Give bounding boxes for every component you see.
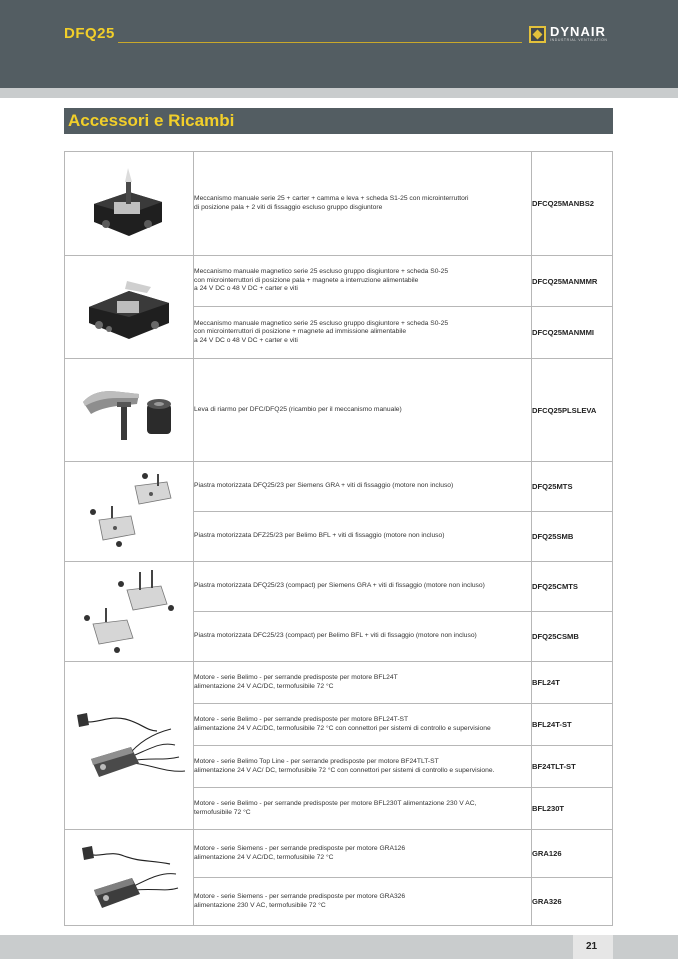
description-line: alimentazione 24 V AC/DC, termofusibile 72 °C bbox=[194, 853, 334, 861]
lever-image bbox=[77, 374, 181, 446]
belimo-motor-image bbox=[67, 701, 191, 791]
table-row bbox=[65, 662, 613, 704]
description-line: alimentazione 24 V AC/DC, termofusibile 72 °C bbox=[194, 682, 334, 690]
product-code: DFQ25CSMB bbox=[532, 612, 613, 662]
description-line: Motore - serie Belimo - per serrande predisposte per motore BFL24T bbox=[194, 673, 398, 681]
product-description bbox=[194, 704, 532, 746]
table-row bbox=[65, 562, 613, 612]
product-code: DFQ25SMB bbox=[532, 512, 613, 562]
description-line: Meccanismo manuale magnetico serie 25 escluso gruppo disgiuntore + scheda S0-25 bbox=[194, 268, 449, 276]
header-divider bbox=[118, 42, 522, 43]
product-code: DFCQ25MANMMR bbox=[532, 256, 613, 307]
header-strip bbox=[0, 88, 678, 98]
product-code: DFCQ25PLSLEVA bbox=[532, 359, 613, 462]
product-code: DFCQ25MANBS2 bbox=[532, 152, 613, 256]
compact-motor-plate-image bbox=[77, 568, 181, 656]
description-line: Piastra motorizzata DFQ25/23 per Siemens GRA + viti di fissaggio (motore non incluso) bbox=[194, 482, 454, 490]
product-description bbox=[194, 662, 532, 704]
product-image-cell bbox=[65, 462, 194, 562]
table-row bbox=[65, 359, 613, 462]
product-image-cell bbox=[65, 359, 194, 462]
product-description bbox=[194, 256, 532, 307]
manual-mechanism-image bbox=[84, 164, 174, 244]
product-description bbox=[194, 746, 532, 788]
accessories-table bbox=[64, 151, 613, 926]
description-line: di posizione pala + 2 viti di fissaggio escluso gruppo disgiuntore bbox=[194, 203, 383, 211]
product-description bbox=[194, 562, 532, 612]
description-line: Piastra motorizzata DFQ25/23 (compact) per Siemens GRA + viti di fissaggio (motore non incluso) bbox=[194, 582, 485, 590]
description-line: Motore - serie Siemens - per serrande predisposte per motore GRA326 bbox=[194, 892, 406, 900]
description-line: alimentazione 24 V AC/ DC, termofusibile 72 °C con connettori per sistemi di controllo e supervisione. bbox=[194, 766, 495, 774]
logo-mark-icon bbox=[529, 26, 546, 43]
description-line: alimentazione 230 V AC, termofusibile 72 °C bbox=[194, 901, 326, 909]
section-title: Accessori e Ricambi bbox=[68, 111, 235, 130]
brand-logo bbox=[529, 24, 608, 44]
product-image-cell bbox=[65, 830, 194, 926]
series-title: DFQ25 bbox=[64, 25, 115, 42]
description-line: con microinterruttori di posizione pala + magnete a interruzione alimentabile bbox=[194, 276, 419, 284]
section-header bbox=[64, 108, 613, 134]
table-row bbox=[65, 830, 613, 878]
description-line: Leva di riarmo per DFC/DFQ25 (ricambio per il meccanismo manuale) bbox=[194, 405, 402, 413]
product-description bbox=[194, 788, 532, 830]
product-code: GRA126 bbox=[532, 830, 613, 878]
description-line: alimentazione 24 V AC/DC, termofusibile 72 °C con connettori per sistemi di controllo e supervisione bbox=[194, 724, 491, 732]
table-row bbox=[65, 256, 613, 307]
product-code: GRA326 bbox=[532, 878, 613, 926]
description-line: con microinterruttori di posizione + magnete ad immissione alimentabile bbox=[194, 328, 407, 336]
description-line: Meccanismo manuale serie 25 + carter + camma e leva + scheda S1-25 con microinterruttori bbox=[194, 194, 469, 202]
product-description bbox=[194, 878, 532, 926]
product-description bbox=[194, 307, 532, 359]
product-code: DFQ25CMTS bbox=[532, 562, 613, 612]
product-description bbox=[194, 152, 532, 256]
product-image-cell bbox=[65, 662, 194, 830]
siemens-motor-image bbox=[74, 838, 184, 918]
product-code: DFQ25MTS bbox=[532, 462, 613, 512]
product-description bbox=[194, 359, 532, 462]
page-number: 21 bbox=[586, 941, 598, 952]
motor-plate-image bbox=[79, 468, 179, 556]
description-line: a 24 V DC o 48 V DC + carter e viti bbox=[194, 285, 298, 293]
product-code: BFL230T bbox=[532, 788, 613, 830]
header-bar bbox=[0, 0, 678, 88]
product-description bbox=[194, 830, 532, 878]
table-row bbox=[65, 462, 613, 512]
description-line: Piastra motorizzata DFC25/23 (compact) per Belimo BFL + viti di fissaggio (motore non incluso) bbox=[194, 632, 477, 640]
description-line: Motore - serie Siemens - per serrande predisposte per motore GRA126 bbox=[194, 844, 406, 852]
description-line: termofusibile 72 °C bbox=[194, 808, 251, 816]
description-line: Motore - serie Belimo - per serrande predisposte per motore BFL24T-ST bbox=[194, 715, 409, 723]
product-code: BFL24T bbox=[532, 662, 613, 704]
product-image-cell bbox=[65, 256, 194, 359]
table-row bbox=[65, 152, 613, 256]
product-description bbox=[194, 612, 532, 662]
product-image-cell bbox=[65, 562, 194, 662]
description-line: Motore - serie Belimo - per serrande predisposte per motore BFL230T alimentazione 230 V AC, bbox=[194, 799, 477, 807]
brand-name: DYNAIR bbox=[550, 24, 606, 40]
product-code: BFL24T-ST bbox=[532, 704, 613, 746]
product-description bbox=[194, 462, 532, 512]
product-description bbox=[194, 512, 532, 562]
product-code: DFCQ25MANMMI bbox=[532, 307, 613, 359]
description-line: Meccanismo manuale magnetico serie 25 escluso gruppo disgiuntore + scheda S0-25 bbox=[194, 319, 449, 327]
description-line: Motore - serie Belimo Top Line - per serrande predisposte per motore BF24TLT-ST bbox=[194, 757, 439, 765]
description-line: Piastra motorizzata DFZ25/23 per Belimo BFL + viti di fissaggio (motore non incluso) bbox=[194, 532, 445, 540]
product-image-cell bbox=[65, 152, 194, 256]
description-line: a 24 V DC o 48 V DC + carter e viti bbox=[194, 336, 298, 344]
brand-tagline: INDUSTRIAL VENTILATION bbox=[550, 38, 608, 43]
magnetic-mechanism-image bbox=[81, 269, 177, 345]
product-code: BF24TLT-ST bbox=[532, 746, 613, 788]
